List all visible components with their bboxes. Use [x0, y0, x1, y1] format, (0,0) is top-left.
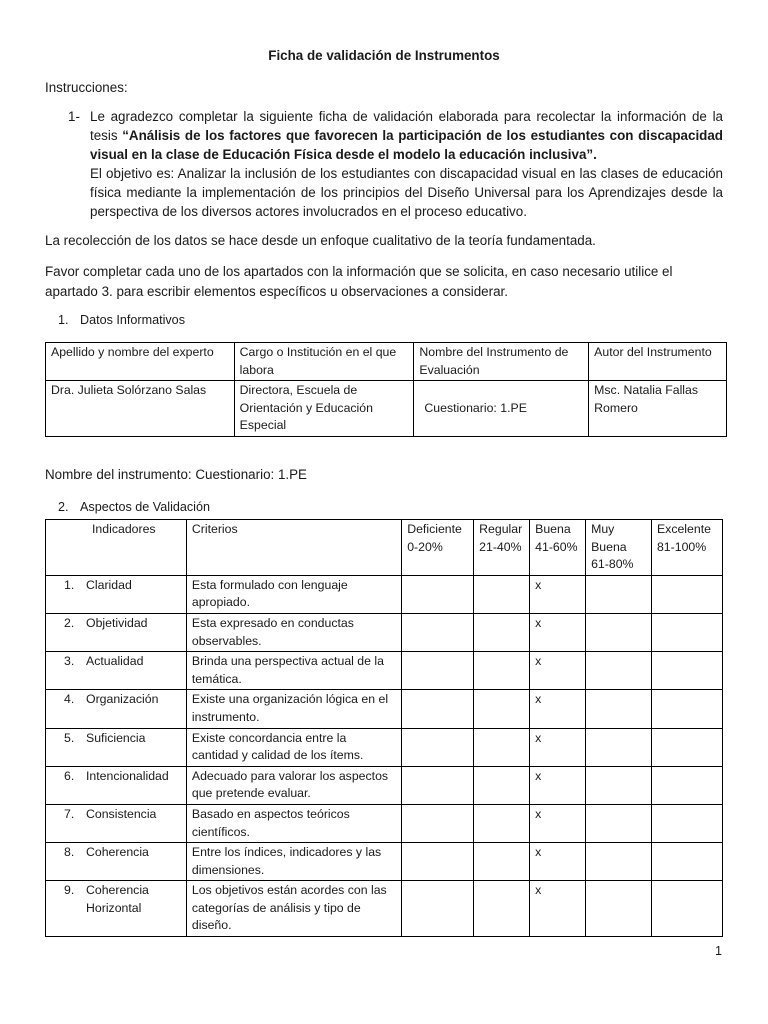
- rating-cell: [586, 728, 652, 766]
- row-number: 9.: [64, 883, 75, 898]
- header-cell: Apellido y nombre del experto: [46, 343, 235, 381]
- row-number: 7.: [64, 806, 75, 821]
- indicator-label: Suficiencia: [86, 730, 146, 745]
- rating-cell: [586, 881, 652, 937]
- table-row: [46, 652, 723, 690]
- rating-cell: [402, 843, 474, 881]
- header-cell: Buena 41-60%: [530, 520, 586, 576]
- section-number: 2.: [58, 500, 69, 514]
- rating-cell: x: [530, 728, 586, 766]
- instrument-name-line: Nombre del instrumento: Cuestionario: 1.PE: [45, 467, 307, 482]
- criterion-cell: Esta expresado en conductas observables.: [186, 613, 401, 651]
- page-number: 1: [714, 944, 722, 958]
- indicator-label: Claridad: [86, 577, 132, 592]
- table-row: [46, 728, 723, 766]
- section-label: Datos Informativos: [80, 313, 185, 327]
- rating-cell: [474, 766, 530, 804]
- header-cell: Autor del Instrumento: [589, 343, 727, 381]
- objective-text: El objetivo es: Analizar la inclusión de los estudiantes con discapacidad visual en las clases de educación física mediante la implementación de los principios del Diseño Universal para los Aprendizajes desde la perspectiva de los diversos actores involucrados en el proceso educativo.: [90, 166, 723, 219]
- indicator-cell: [46, 881, 187, 937]
- section-heading-aspectos: [58, 500, 210, 514]
- criterion-cell: Brinda una perspectiva actual de la temática.: [186, 652, 401, 690]
- rating-cell: [651, 575, 722, 613]
- position-cell: Directora, Escuela de Orientación y Educación Especial: [234, 381, 414, 437]
- table-row: [46, 843, 723, 881]
- header-cell: Excelente 81-100%: [651, 520, 722, 576]
- rating-cell: x: [530, 881, 586, 937]
- rating-cell: [651, 690, 722, 728]
- rating-cell: [474, 575, 530, 613]
- rating-cell: [651, 804, 722, 842]
- rating-cell: [586, 613, 652, 651]
- rating-cell: [402, 766, 474, 804]
- validation-table: [45, 519, 723, 937]
- rating-cell: [402, 613, 474, 651]
- indicator-cell: [46, 613, 187, 651]
- indicator-cell: [46, 843, 187, 881]
- rating-cell: [586, 766, 652, 804]
- rating-cell: [651, 766, 722, 804]
- criterion-cell: Entre los índices, indicadores y las dimensiones.: [186, 843, 401, 881]
- header-cell: Indicadores: [46, 520, 187, 576]
- rating-cell: [474, 652, 530, 690]
- row-number: 2.: [64, 615, 75, 630]
- table-row: [46, 804, 723, 842]
- rating-cell: [402, 804, 474, 842]
- author-cell: Msc. Natalia Fallas Romero: [589, 381, 727, 437]
- info-table: [45, 342, 727, 437]
- rating-cell: [474, 804, 530, 842]
- rating-cell: [402, 728, 474, 766]
- rating-cell: [474, 613, 530, 651]
- section-number: 1.: [58, 313, 69, 327]
- rating-cell: [474, 881, 530, 937]
- criterion-cell: Los objetivos están acordes con las categorías de análisis y tipo de diseño.: [186, 881, 401, 937]
- indicator-cell: [46, 652, 187, 690]
- section-label: Aspectos de Validación: [80, 500, 210, 514]
- rating-cell: [474, 728, 530, 766]
- row-number: 6.: [64, 768, 75, 783]
- table-header-row: [46, 343, 727, 381]
- section-heading-datos: [58, 313, 185, 327]
- item-number: 1-: [68, 109, 80, 124]
- header-cell: Nombre del Instrumento de Evaluación: [414, 343, 589, 381]
- approach-paragraph: La recolección de los datos se hace desde un enfoque cualitativo de la teoría fundamentada.: [45, 233, 596, 248]
- instruction-item: [90, 107, 723, 221]
- header-cell: Deficiente 0-20%: [402, 520, 474, 576]
- rating-cell: x: [530, 690, 586, 728]
- indicator-cell: [46, 690, 187, 728]
- row-number: 5.: [64, 730, 75, 745]
- row-number: 1.: [64, 577, 75, 592]
- rating-cell: x: [530, 575, 586, 613]
- indicator-cell: [46, 728, 187, 766]
- rating-cell: [474, 690, 530, 728]
- rating-cell: [651, 652, 722, 690]
- rating-cell: [651, 613, 722, 651]
- criterion-cell: Existe concordancia entre la cantidad y calidad de los ítems.: [186, 728, 401, 766]
- header-cell: Regular 21-40%: [474, 520, 530, 576]
- header-cell: Muy Buena 61-80%: [586, 520, 652, 576]
- indicator-label: Consistencia: [86, 806, 157, 821]
- rating-cell: x: [530, 766, 586, 804]
- instructions-heading: Instrucciones:: [45, 80, 128, 95]
- table-row: [46, 766, 723, 804]
- criterion-cell: Esta formulado con lenguaje apropiado.: [186, 575, 401, 613]
- table-header-row: [46, 520, 723, 576]
- criterion-cell: Basado en aspectos teóricos científicos.: [186, 804, 401, 842]
- rating-cell: [651, 843, 722, 881]
- rating-cell: [586, 690, 652, 728]
- rating-cell: x: [530, 804, 586, 842]
- rating-cell: x: [530, 613, 586, 651]
- indicator-label: Organización: [86, 692, 159, 707]
- table-row: [46, 613, 723, 651]
- rating-cell: [586, 575, 652, 613]
- request-paragraph: Favor completar cada uno de los apartados con la información que se solicita, en caso necesario utilice el apartado 3. para escribir elementos específicos u observaciones a considerar.: [45, 264, 673, 299]
- criterion-cell: Existe una organización lógica en el instrumento.: [186, 690, 401, 728]
- rating-cell: [474, 843, 530, 881]
- indicator-label: Actualidad: [86, 654, 144, 669]
- header-cell: Criterios: [186, 520, 401, 576]
- validation-rows: [46, 575, 723, 936]
- table-row: [46, 881, 723, 937]
- indicator-label: Objetividad: [86, 615, 148, 630]
- rating-cell: [586, 652, 652, 690]
- rating-cell: [402, 881, 474, 937]
- thesis-title: “Análisis de los factores que favorecen la participación de los estudiantes con discapacidad visual en la clase de Educación Física desde el modelo la educación inclusiva”.: [90, 128, 723, 162]
- rating-cell: x: [530, 843, 586, 881]
- row-number: 8.: [64, 845, 75, 860]
- row-number: 4.: [64, 692, 75, 707]
- criterion-cell: Adecuado para valorar los aspectos que pretende evaluar.: [186, 766, 401, 804]
- item-text: Le agradezco completar la siguiente ficha de validación elaborada para recolectar la información de la tesis: [90, 109, 723, 143]
- rating-cell: [586, 804, 652, 842]
- indicator-label: Coherencia: [86, 845, 149, 860]
- expert-name-cell: Dra. Julieta Solórzano Salas: [46, 381, 235, 437]
- indicator-cell: [46, 766, 187, 804]
- table-row: [46, 381, 727, 437]
- page-title: Ficha de validación de Instrumentos: [268, 48, 500, 63]
- indicator-cell: [46, 575, 187, 613]
- rating-cell: [402, 575, 474, 613]
- rating-cell: [651, 728, 722, 766]
- indicator-cell: [46, 804, 187, 842]
- row-number: 3.: [64, 654, 75, 669]
- indicator-label: Intencionalidad: [86, 768, 169, 783]
- rating-cell: [586, 843, 652, 881]
- rating-cell: [402, 652, 474, 690]
- indicator-label: Coherencia Horizontal: [86, 883, 149, 915]
- rating-cell: [651, 881, 722, 937]
- instrument-cell: Cuestionario: 1.PE: [414, 381, 589, 437]
- rating-cell: x: [530, 652, 586, 690]
- header-cell: Cargo o Institución en el que labora: [234, 343, 414, 381]
- table-row: [46, 690, 723, 728]
- rating-cell: [402, 690, 474, 728]
- table-row: [46, 575, 723, 613]
